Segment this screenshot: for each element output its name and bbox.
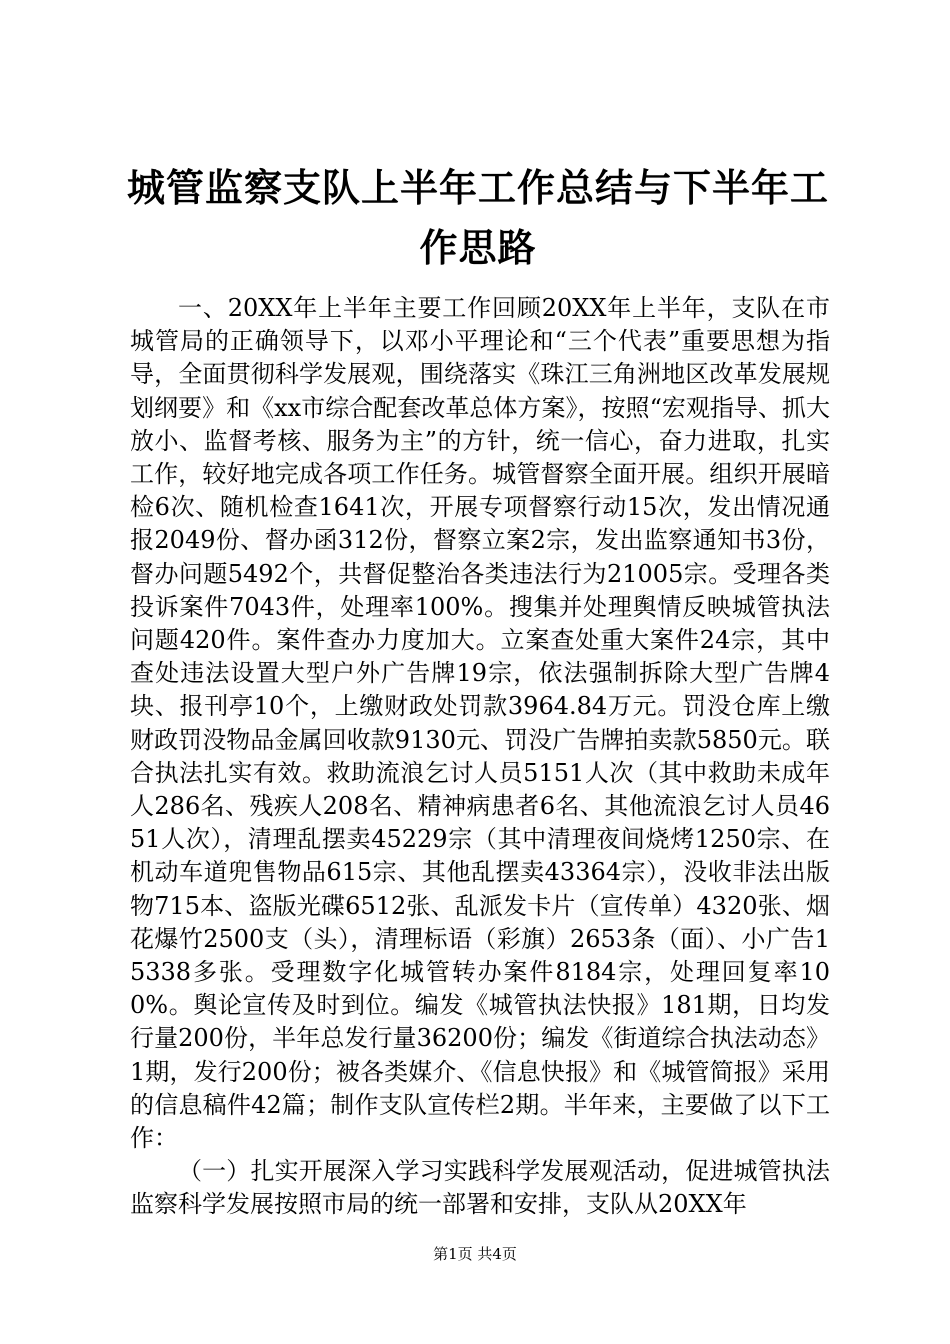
paragraph-2: （一）扎实开展深入学习实践科学发展观活动，促进城管执法监察科学发展按照市局的统一部署和安排，支队从20XX年 xyxy=(130,1157,830,1219)
document-title: 城管监察支队上半年工作总结与下半年工作思路 xyxy=(126,165,829,270)
paragraph-1: 一、20XX年上半年主要工作回顾20XX年上半年，支队在市城管局的正确领导下，以邓小平理论和“三个代表”重要思想为指导，全面贯彻科学发展观，围绕落实《珠江三角洲地区改革发展规划纲要》和《xx市综合配套改革总体方案》，按照“宏观指导、抓大放小、监督考核、服务为主”的方针，统一信心，奋力进取，扎实工作，较好地完成各项工作任务。城管督察全面开展。组织开展暗检6次、随机检查1641次，开展专项督察行动15次，发出情况通报2049份、督办函312份，督察立案2宗，发出监察通知书3份，督办问题5492个，共督促整治各类违法行为21005宗。受理各类投诉案件7043件，处理率100%。搜集并处理舆情反映城管执法问题420件。案件查办力度加大。立案查处重大案件24宗，其中查处违法设置大型户外广告牌19宗，依法强制拆除大型广告牌4块、报刊亭10个，上缴财政处罚款3964.84万元。罚没仓库上缴财政罚没物品金属回收款9130元、罚没广告牌拍卖款5850元。联合执法扎实有效。救助流浪乞讨人员5151人次（其中救助未成年人286名、残疾人208名、精神病患者6名、其他流浪乞讨人员4651人次），清理乱摆卖45229宗（其中清理夜间烧烤1250宗、在机动车道兜售物品615宗、其他乱摆卖43364宗），没收非法出版物715本、盗版光碟6512张、乱派发卡片（宣传单）4320张、烟花爆竹2500支（头），清理标语（彩旗）2653条（面）、小广告15338多张。受理数字化城管转办案件8184宗，处理回复率100%。舆论宣传及时到位。编发《城管执法快报》181期，日均发行量200份，半年总发行量36200份；编发《街道综合执法动态》1期，发行200份；被各类媒介、《信息快报》和《城管简报》采用的信息稿件42篇；制作支队宣传栏2期。半年来，主要做了以下工作： xyxy=(130,294,830,1153)
document-body xyxy=(130,292,830,1222)
page-footer: 第1页 共4页 xyxy=(433,1245,517,1263)
